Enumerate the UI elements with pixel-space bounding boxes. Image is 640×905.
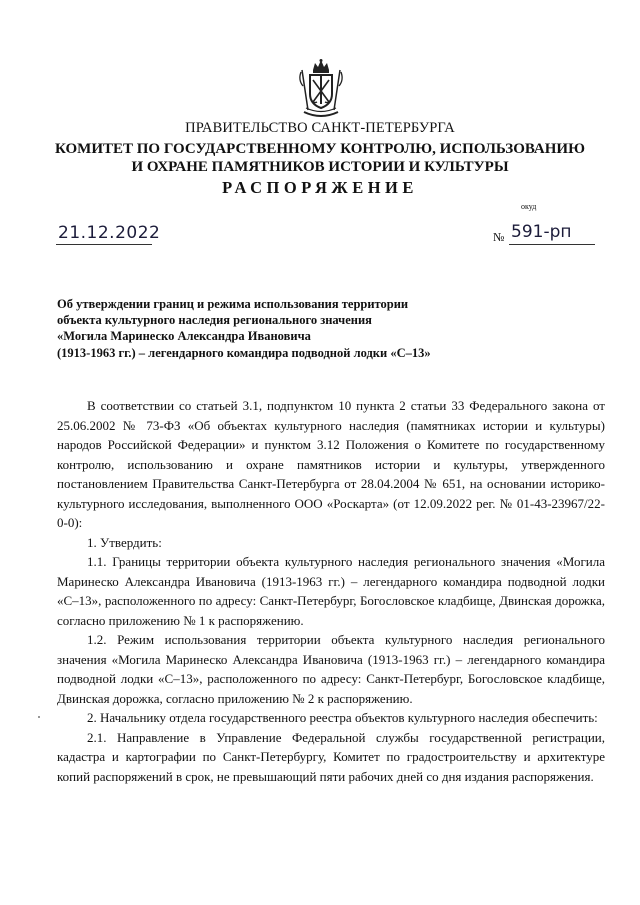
title-line: (1913-1963 гг.) – легендарного командира подводной лодки «С–13» [57,345,431,360]
scan-speck [38,716,40,718]
number-underline [509,244,595,245]
document-body [57,396,605,786]
committee-name-line1: КОМИТЕТ ПО ГОСУДАРСТВЕННОМУ КОНТРОЛЮ, ИСПОЛЬЗОВАНИЮ [55,141,585,157]
committee-name-line2: И ОХРАНЕ ПАМЯТНИКОВ ИСТОРИИ И КУЛЬТУРЫ [131,159,509,175]
clause-2: 2. Начальнику отдела государственного реестра объектов культурного наследия обеспечить: [87,710,598,725]
government-name: ПРАВИТЕЛЬСТВО САНКТ-ПЕТЕРБУРГА [185,120,455,136]
title-line: объекта культурного наследия регионального значения [57,313,372,328]
preamble-paragraph: В соответствии со статьей 3.1, подпунктом 10 пункта 2 статьи 33 Федерального закона от 25.06.2002 № 73-ФЗ «Об объектах культурного наследия (памятниках истории и культуры) народов Российской Федерации» и пунктом 3.12 Положения о Комитете по государственному контролю, использованию и охране памятников истории и культуры, утвержденного постановлением Правительства Санкт-Петербурга от 28.04.2004 № 651, на основании историко-культурного исследования, выполненного ООО «Роскарта» (от 12.09.2022 рег. № 01-43-23967/22-0-0): [57,398,605,530]
document-type-heading: РАСПОРЯЖЕНИЕ [222,178,418,197]
clause-2-1: 2.1. Направление в Управление Федеральной службы государственной регистрации, кадастра и картографии по Санкт-Петербургу, Комитет по градостроительству и архитектуре копий распоряжений в срок, не превышающий пяти рабочих дней со дня издания распоряжения. [57,729,605,784]
clause-1-2: 1.2. Режим использования территории объекта культурного наследия регионального значения «Могила Маринеско Александра Ивановича (1913-1963 гг.) – легендарного командира подводной лодки «С–13», расположенного по адресу: Санкт-Петербург, Богословское кладбище, Двинская дорожка, согласно приложению № 2 к распоряжению. [57,632,605,706]
document-date: 21.12.2022 [58,223,161,243]
coat-of-arms-icon [296,58,346,120]
document-title [57,296,497,361]
number-sign: № [493,230,505,244]
clause-1: 1. Утвердить: [87,534,162,550]
title-line: Об утверждении границ и режима использования территории [57,297,409,311]
clause-1-1: 1.1. Границы территории объекта культурного наследия регионального значения «Могила Маринеско Александра Ивановича (1913-1963 гг.) – легендарного командира подводной лодки «С–13», расположенного по адресу: Санкт-Петербург, Богословское кладбище, Двинская дорожка, согласно приложению № 1 к распоряжению. [57,554,605,628]
date-underline [56,244,152,245]
okud-label: окуд [521,202,537,211]
title-line: «Могила Маринеско Александра Ивановича [57,329,311,344]
document-number: 591-рп [511,222,572,242]
